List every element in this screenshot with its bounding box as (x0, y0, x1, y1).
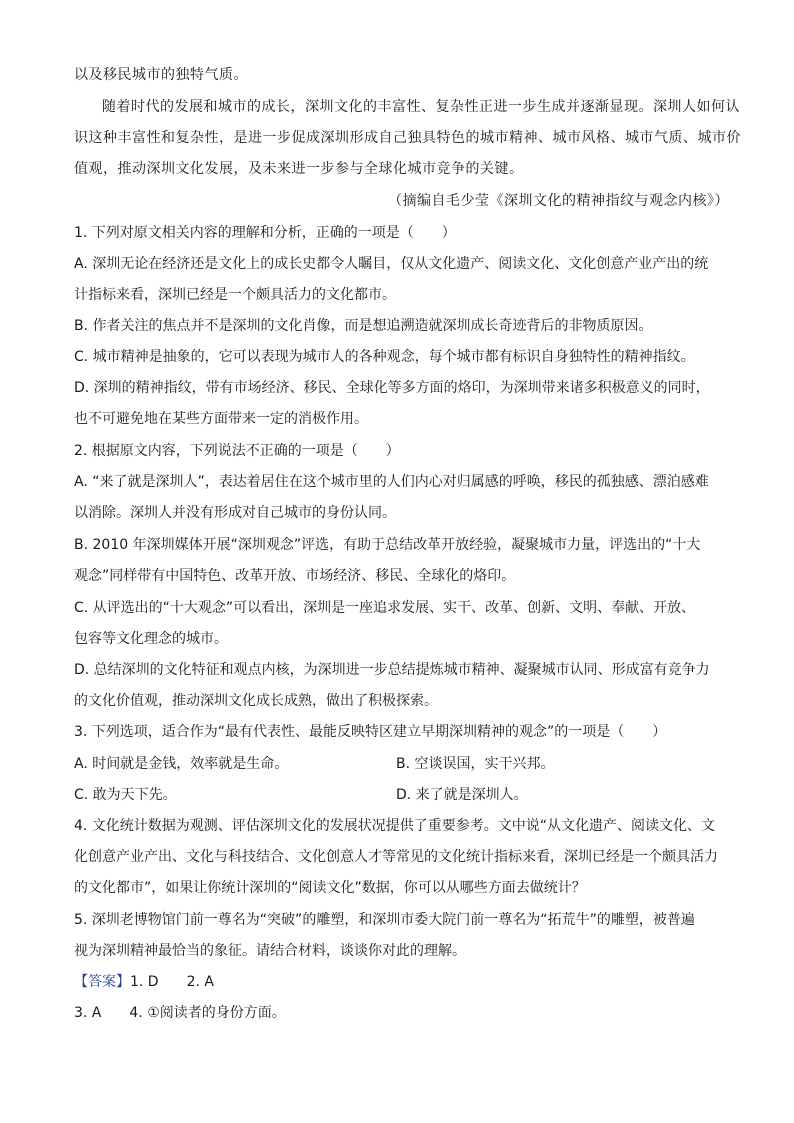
q3-option-a: A. 时间就是金钱，效率就是生命。 (74, 756, 289, 772)
passage-line-2: 随着时代的发展和城市的成长，深圳文化的丰富性、复杂性正进一步生成并逐渐显现。深圳人如何认 (102, 99, 740, 115)
answer-1: 1. D (130, 974, 159, 990)
answer-4: 4. ①阅读者的身份方面。 (129, 1005, 286, 1021)
answers-row-2 (74, 1003, 286, 1023)
q2-option-d-line-1: D. 总结深圳的文化特征和观点内核，为深圳进一步总结提炼城市精神、凝聚城市认同、形成富有竞争力 (74, 662, 710, 678)
q2-option-a-line-2: 以消除。深圳人并没有形成对自己城市的身份认同。 (74, 505, 396, 521)
passage-line-3: 识这种丰富性和复杂性，是进一步促成深圳形成自己独具特色的城市精神、城市风格、城市气质、城市价 (74, 130, 741, 146)
q1-option-d-line-1: D. 深圳的精神指纹，带有市场经济、移民、全球化等多方面的烙印，为深圳带来诸多积极意义的同时， (74, 380, 710, 396)
q5-line-2: 视为深圳精神最恰当的象征。请结合材料，谈谈你对此的理解。 (74, 943, 466, 959)
q3-stem: 3. 下列选项，适合作为“最有代表性、最能反映特区建立早期深圳精神的观念”的一项是（ ） (74, 724, 667, 740)
q2-option-a-line-1: A. “来了就是深圳人”，表达着居住在这个城市里的人们内心对归属感的呼唤，移民的孤独感、漂泊感难 (74, 474, 709, 490)
q2-option-c-line-1: C. 从评选出的“十大观念”可以看出，深圳是一座追求发展、实干、改革、创新、文明、奉献、开放、 (74, 600, 696, 616)
q1-option-c: C. 城市精神是抽象的，它可以表现为城市人的各种观念，每个城市都有标识自身独特性的精神指纹。 (74, 349, 695, 365)
q3-option-b: B. 空谈误国，实干兴邦。 (396, 756, 555, 772)
q3-option-d: D. 来了就是深圳人。 (396, 787, 528, 803)
q2-stem: 2. 根据原文内容，下列说法不正确的一项是（ ） (74, 443, 400, 459)
q1-stem: 1. 下列对原文相关内容的理解和分析，正确的一项是（ ） (74, 225, 456, 241)
passage-source: （摘编自毛少莹《深圳文化的精神指纹与观念内核》） (388, 193, 729, 209)
q2-option-b-line-1: B. 2010 年深圳媒体开展“深圳观念”评选，有助于总结改革开放经验，凝聚城市力量，评选出的“十大 (74, 537, 701, 553)
q1-option-b: B. 作者关注的焦点并不是深圳的文化肖像，而是想追溯造就深圳成长奇迹背后的非物质原因。 (74, 318, 653, 334)
passage-line-4: 值观，推动深圳文化发展，及未来进一步参与全球化城市竞争的关键。 (74, 161, 524, 177)
q4-line-1: 4. 文化统计数据为观测、评估深圳文化的发展状况提供了重要参考。文中说“从文化遗产、阅读文化、文 (74, 818, 716, 834)
answer-tag: 【答案】 (74, 974, 130, 990)
q2-option-c-line-2: 包容等文化理念的城市。 (74, 631, 228, 647)
q4-line-2: 化创意产业产出、文化与科技结合、文化创意人才等常见的文化统计指标来看，深圳已经是一个颇具活力 (74, 849, 718, 865)
q1-option-a-line-1: A. 深圳无论在经济还是文化上的成长史都令人瞩目，仅从文化遗产、阅读文化、文化创意产业产出的统 (74, 256, 709, 272)
answer-3: 3. A (74, 1005, 102, 1021)
answers-row-1 (74, 972, 214, 992)
answer-2: 2. A (186, 974, 214, 990)
q3-option-c: C. 敢为天下先。 (74, 787, 177, 803)
passage-line-1: 以及移民城市的独特气质。 (74, 67, 248, 83)
q5-line-1: 5. 深圳老博物馆门前一尊名为“突破”的雕塑，和深圳市委大院门前一尊名为“拓荒牛”的雕塑，被普遍 (74, 912, 695, 928)
q1-option-d-line-2: 也不可避免地在某些方面带来一定的消极作用。 (74, 411, 368, 427)
q4-line-3: 的文化都市”，如果让你统计深圳的“阅读文化”数据，你可以从哪些方面去做统计？ (74, 880, 586, 896)
q2-option-d-line-2: 的文化价值观，推动深圳文化成长成熟，做出了积极探索。 (74, 693, 438, 709)
q2-option-b-line-2: 观念”同样带有中国特色、改革开放、市场经济、移民、全球化的烙印。 (74, 568, 516, 584)
q1-option-a-line-2: 计指标来看，深圳已经是一个颇具活力的文化都市。 (74, 287, 396, 303)
